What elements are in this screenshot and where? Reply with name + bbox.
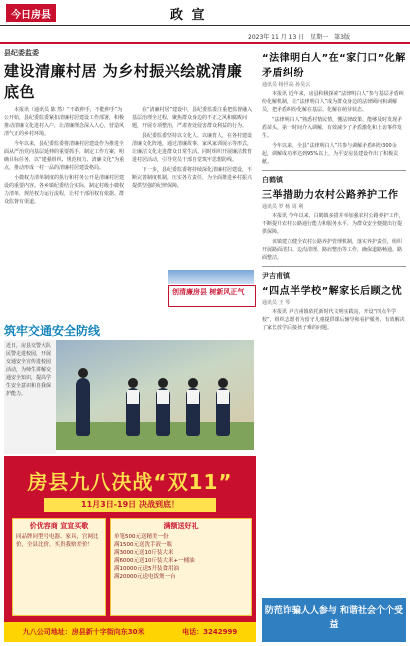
student-shirt [157,390,169,404]
story2-body [262,212,406,262]
story2-headline: 三举措助力农村公路养护工作 [262,190,399,201]
paragraph: “法律明白人”熟悉村情民情，懂法律政策，能够及时发现矛盾苗头，第一时间介入调解，有效减少了矛盾激化和上访事件发生。 [262,117,403,139]
photo-caption: 近日，房县交警大队民警走进校园，开展交通安全宣传进校园活动，为师生讲解交通安全知识，提高学生安全意识和自我保护能力。 [4,340,56,454]
lead-headline: 建设清廉村居 为乡村振兴绘就清廉底色 [4,62,243,101]
student-shirt [127,390,139,404]
paragraph: 本报讯 今年以来，白鹤镇多措并举加强农村公路养护工作，不断提升农村公路通行能力和服务水平，为群众安全便捷出行提供保障。 [262,213,404,235]
column-divider [262,170,406,171]
photo-feature-headline: 筑牢交通安全防线 [4,324,101,338]
story1-body [262,90,406,166]
story2-kicker: 白鹤镇 [262,176,283,184]
story1-headline: “法律明白人”在“家门口”化解矛盾纠纷 [262,53,406,79]
right-column [262,48,406,334]
story3-headline: “四点半学校”解家长后顾之忧 [262,286,403,297]
ad-price-box [12,518,106,616]
lead-article [4,48,256,208]
paragraph: 小微权力清单制度的执行和村务公开是清廉村居建设的重要内容。各乡镇纪委结合实际，制定村级小微权力清单，规范权力运行流程，让村干部用权有依据、群众监督有渠道。 [4,175,125,205]
section-title: 政 宣 [170,8,207,23]
lead-column-1 [4,106,127,208]
story3-byline: 通讯员 王 琴 [262,300,291,306]
lead-column-2 [132,106,255,208]
advertisement [4,456,256,642]
officer-head [78,368,88,378]
lead-body [4,106,256,208]
student-head [218,378,228,388]
inset-image [168,270,254,284]
ad-gift-box [110,518,252,616]
paragraph: 今年以来，县纪委监委将清廉村居建设作为推进全面从严治党向基层延伸的重要抓手，制定工作方案，明确目标任务，以“建强组织、规范权力、清廉文化”为重点，推动形成一村一品的清廉村居建设格局。 [4,141,125,171]
ad-gift-line: 单笔500元送精美一份 [114,534,169,540]
school-safety-photo [56,340,254,450]
ad-footer [4,622,256,642]
ad-gift-line: 满6000元送10斤装大米+一桶油 [114,558,195,564]
masthead [0,0,410,44]
ad-date-banner: 11月3日-19日 决战到底！ [44,498,216,512]
ad-gift-line: 满10000元送5升装食用油 [114,566,179,572]
newspaper-logo: 今日房县 [6,4,56,22]
paragraph: 本报讯 近年来，房县积极探索“法律明白人”参与基层矛盾纠纷化解机制，让“法律明白人”成为群众身边的法律顾问和调解员，把矛盾纠纷化解在基层、化解在萌芽状态。 [262,91,404,113]
student-shirt [187,390,199,404]
paragraph: 本报讯 尹吉甫镇依托新时代文明实践站，开设“四点半学校”，组织志愿者为留守儿童提供课后辅导和看护服务，有效解决了家长放学后接孩子难的问题。 [262,309,405,331]
ad-price-text: 同品牌同型号电器、家具，官网比价，全县比价，买贵我赔差价！ [16,534,99,548]
story3-kicker: 尹吉甫镇 [262,272,290,280]
inset-slogan: 创清廉房县 树新风正气 [172,288,245,296]
story3-body [262,308,406,332]
paragraph: 该镇建立健全农村公路养护管理机制，落实养护责任，组织开展路面清扫、边沟清理、路肩整治等工作，确保道路畅通、路面整洁。 [262,239,403,261]
masthead-red-rule [0,42,410,44]
issue-date: 2023年 11 月 13 日 星期一 第3版 [248,34,350,41]
ad-gift-line: 满3000元送10斤装大米 [114,550,174,556]
masthead-rule [0,25,410,26]
student-head [188,378,198,388]
story2-byline: 通讯员 罗 杨 周 利 [262,204,304,210]
ad-address: 九八公司地址：房县新十字街向东30米 [22,628,145,636]
inset-slogan-box [168,285,256,307]
paragraph: 下一步，县纪委监委将持续深化清廉村居建设，不断完善制度机制，压实各方责任，为全面推进乡村振兴提供坚强的纪律保障。 [132,167,253,189]
anti-fraud-promo: 防范诈骗人人参与 和谐社会个个受益 [262,598,406,642]
photo-feature-header [4,322,254,338]
ad-phone: 电话：3242999 [182,628,238,636]
paragraph: 今年以来，全县“法律明白人”共参与调解矛盾纠纷300余起，调解成功率达到95%以上，为平安房县建设作出了积极贡献。 [262,143,399,165]
column-divider [262,266,406,267]
lead-kicker: 县纪委监委 [4,49,39,57]
paragraph: 在“清廉村居”建设中，县纪委监委注重把监督融入基层治理全过程，聚焦群众身边的不正之风和腐败问题，开展专项整治，严肃查处侵害群众利益的行为。 [132,107,253,129]
ad-price-head: 价优容商 宣宣买歌 [29,522,89,530]
student-head [128,378,138,388]
officer-figure [76,378,90,436]
paragraph: 县纪委监委坚持以文化人、以廉育人，在各村建设清廉文化阵地，通过清廉故事、家风家训展示等形式，让廉洁文化走进群众日常生活。同时组织开展廉洁教育进村居活动，引导党员干部自觉筑牢思想防线。 [132,133,253,163]
paragraph: 本报讯（通讯员 陈 然）“不敢伸手，不能伸手”为公开始，县纪委监委紧扣清廉村居建设工作部署，积极推动清廉文化进村入户，让清廉理念深入人心，营造风清气正的乡村环境。 [4,107,125,137]
story1-byline: 通讯员 杨世高 孙昊云 [262,82,311,88]
ad-gift-head: 满额送好礼 [163,522,199,530]
ad-gift-line: 满1500元送洗手液一瓶 [114,542,172,548]
student-shirt [217,390,229,404]
ad-gift-line: 满20000元送电饭煲一台 [114,574,176,580]
ad-title: 房县九八决战“双11” [27,470,233,494]
student-head [158,378,168,388]
